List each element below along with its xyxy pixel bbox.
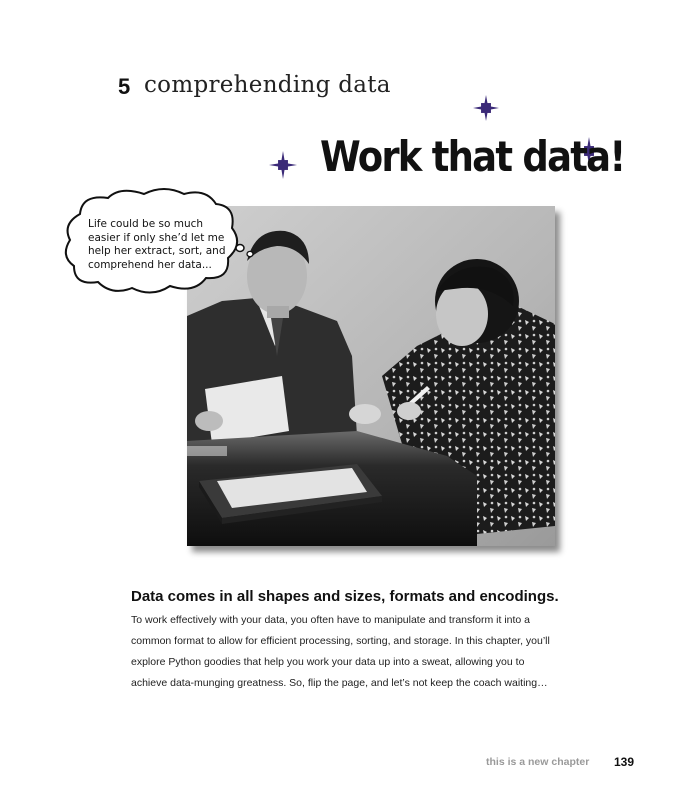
sparkle-icon	[472, 94, 500, 122]
paragraph-line: achieve data-munging greatness. So, flip the page, and let’s not keep the coach waiting…	[131, 677, 548, 689]
footer-label: this is a new chapter	[486, 756, 590, 768]
paragraph-line: common format to allow for efficient processing, sorting, and storage. In this chapter, you’ll	[131, 635, 550, 647]
section-heading: Data comes in all shapes and sizes, formats and encodings.	[131, 588, 559, 605]
chapter-name: comprehending data	[144, 72, 391, 98]
chapter-title: Work that data!	[320, 132, 625, 181]
bubble-line: Life could be so much	[88, 218, 204, 230]
thought-bubble-text	[88, 218, 238, 272]
bubble-line: comprehend her data...	[88, 258, 212, 271]
sparkle-icon	[268, 150, 298, 180]
chapter-number: 5	[118, 74, 131, 99]
paragraph-line: explore Python goodies that help you work your data up into a sweat, allowing you to	[131, 656, 525, 668]
paragraph-line: To work effectively with your data, you often have to manipulate and transform it into a	[131, 614, 531, 626]
intro-paragraph	[131, 610, 631, 694]
page-number: 139	[614, 755, 635, 769]
bubble-line: help her extract, sort, and	[88, 245, 226, 257]
bubble-line: easier if only she’d let me	[88, 231, 225, 244]
